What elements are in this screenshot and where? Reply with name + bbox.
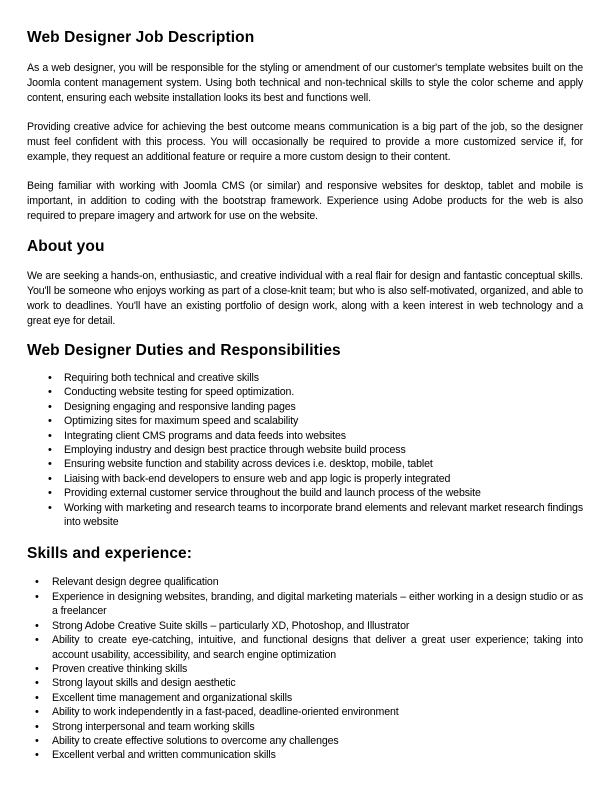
list-item: • Experience in designing websites, branding, and digital marketing materials – either working in a design studio or as a freelancer xyxy=(27,590,583,619)
document-page xyxy=(27,28,583,763)
list-item: • Ability to create effective solutions to overcome any challenges xyxy=(27,734,583,748)
page-title: Web Designer Job Description xyxy=(27,29,255,46)
intro-paragraph: Providing creative advice for achieving the best outcome means communication is a big part of the job, so the designer must feel confident with this process. You will occasionally be required to provide a more customized service if, for example, they request an additional feature or require a more custom design to their content. xyxy=(27,121,583,163)
list-item: • Excellent verbal and written communication skills xyxy=(27,748,583,762)
list-item: • Integrating client CMS programs and data feeds into websites xyxy=(27,429,583,443)
duties-list xyxy=(27,371,583,529)
list-item: • Conducting website testing for speed optimization. xyxy=(27,385,583,399)
list-item: • Designing engaging and responsive landing pages xyxy=(27,400,583,414)
list-item: • Proven creative thinking skills xyxy=(27,662,583,676)
intro-paragraph: Being familiar with working with Joomla CMS (or similar) and responsive websites for desktop, tablet and mobile is important, in addition to coding with the bootstrap framework. Experience using Adobe products for the web is also required to prepare imagery and artwork for use on the website. xyxy=(27,180,583,222)
list-item: • Excellent time management and organizational skills xyxy=(27,691,583,705)
skills-list xyxy=(27,575,583,762)
list-item: • Employing industry and design best practice through website build process xyxy=(27,443,583,457)
about-heading: About you xyxy=(27,238,105,255)
list-item: • Ability to create eye-catching, intuitive, and functional designs that deliver a great user experience; taking into account usability, accessibility, and search engine optimization xyxy=(27,633,583,662)
list-item: • Ensuring website function and stability across devices i.e. desktop, mobile, tablet xyxy=(27,457,583,471)
duties-heading: Web Designer Duties and Responsibilities xyxy=(27,342,341,359)
list-item: • Liaising with back-end developers to ensure web and app logic is properly integrated xyxy=(27,472,583,486)
list-item: • Providing external customer service throughout the build and launch process of the website xyxy=(27,486,583,500)
list-item: • Strong interpersonal and team working skills xyxy=(27,720,583,734)
about-paragraph: We are seeking a hands-on, enthusiastic, and creative individual with a real flair for design and fantastic conceptual skills. You'll be someone who enjoys working as part of a close-knit team; but who is also self-motivated, organized, and able to work to deadlines. You'll have an existing portfolio of design work, along with a keen interest in web technology and a great eye for detail. xyxy=(27,270,583,327)
list-item: • Relevant design degree qualification xyxy=(27,575,583,589)
list-item: • Working with marketing and research teams to incorporate brand elements and relevant market research findings into website xyxy=(27,501,583,530)
list-item: • Optimizing sites for maximum speed and scalability xyxy=(27,414,583,428)
list-item: • Strong layout skills and design aesthetic xyxy=(27,676,583,690)
list-item: • Requiring both technical and creative skills xyxy=(27,371,583,385)
intro-paragraph: As a web designer, you will be responsible for the styling or amendment of our customer's template websites built on the Joomla content management system. Using both technical and non-technical skills to style the color scheme and apply content, ensuring each website installation looks its best and functions well. xyxy=(27,62,583,104)
skills-heading: Skills and experience: xyxy=(27,545,193,563)
list-item: • Strong Adobe Creative Suite skills – particularly XD, Photoshop, and Illustrator xyxy=(27,619,583,633)
list-item: • Ability to work independently in a fast-paced, deadline-oriented environment xyxy=(27,705,583,719)
